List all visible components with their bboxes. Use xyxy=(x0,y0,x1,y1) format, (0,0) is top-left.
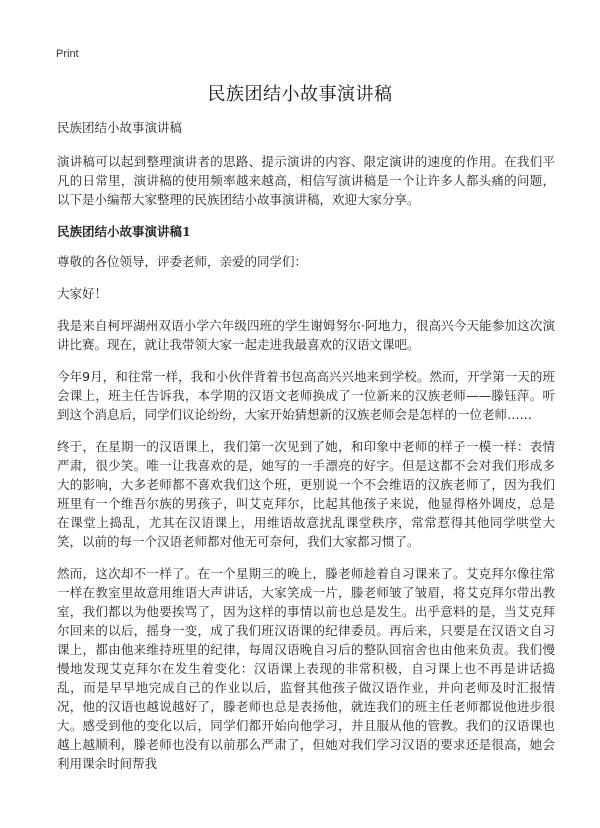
article-body xyxy=(57,118,555,786)
paragraph-self-intro: 我是来自柯坪湖州双语小学六年级四班的学生谢姆努尔·阿地力，很高兴今天能参加这次演讲比赛。现在，就让我带领大家一起走进我最喜欢的汉语文课吧。 xyxy=(57,318,555,352)
section-heading: 民族团结小故事演讲稿1 xyxy=(57,224,191,239)
paragraph-greeting: 尊敬的各位领导，评委老师，亲爱的同学们： xyxy=(57,254,308,269)
article-subtitle: 民族团结小故事演讲稿 xyxy=(57,120,183,135)
paragraph-change: 然而，这次却不一样了。在一个星期三的晚上，滕老师趁着自习课来了。艾克拜尔像往常一样在教室里故意用维语大声讲话，大家笑成一片，滕老师皱了皱眉，将艾克拜尔带出教室，我们都以为他要挨骂了，因为这样的事情以前也总是发生。出乎意料的是，当艾克拜尔回来的以后，摇身一变，成了我们班汉语课的纪律委员。再后来，只要是在汉语文自习课上，都由他来维持班里的纪律，每周汉语晚自习后的整队回宿舍也由他来负责。我们慢慢地发现艾克拜尔在发生着变化：汉语课上表现的非常积极，自习课上也不再是讲话捣乱，而是早早地完成自己的作业以后，监督其他孩子做汉语作业，并向老师及时汇报情况，他的汉语也越说越好了，滕老师也总是表扬他，就连我们的班主任老师都说他进步很大。感受到他的变化以后，同学们都开始向他学习，并且服从他的管教。我们的汉语课也越上越顺利，滕老师也没有以前那么严肃了，但她对我们学习汉语的要求还是很高，她会利用课余时间帮我 xyxy=(57,566,555,771)
paragraph-first-lesson: 终于，在星期一的汉语课上，我们第一次见到了她，和印象中老师的样子一模一样：表情严肃，很少笑。唯一让我喜欢的是，她写的一手漂亮的好字。但是这都不会对我们形成多大的影响，大多老师都不喜欢我们这个班，更别说一个不会维语的汉族老师了，因为我们班里有一个维吾尔族的男孩子，叫艾克拜尔，比起其他孩子来说，他显得格外调皮，总是在课堂上捣乱，尤其在汉语课上，用维语故意扰乱课堂秩序，常常惹得其他同学哄堂大笑，以前的每一个汉语老师都对他无可奈何，我们大家都习惯了。 xyxy=(57,439,555,549)
paragraph-new-teacher: 今年9月，和往常一样，我和小伙伴背着书包高高兴兴地来到学校。然而，开学第一天的班会课上，班主任告诉我，本学期的汉语文老师换成了一位新来的汉族老师——滕钰萍。听到这个消息后，同学们议论纷纷，大家开始猜想新的汉族老师会是怎样的一位老师…… xyxy=(57,369,555,422)
intro-paragraph: 演讲稿可以起到整理演讲者的思路、提示演讲的内容、限定演讲的速度的作用。在我们平凡的日常里，演讲稿的使用频率越来越高，相信写演讲稿是一个让许多人都头痛的问题，以下是小编帮大家整理的民族团结小故事演讲稿，欢迎大家分享。 xyxy=(57,154,555,207)
page-title: 民族团结小故事演讲稿 xyxy=(207,84,393,105)
paragraph-hello: 大家好！ xyxy=(57,286,108,301)
print-link[interactable]: Print xyxy=(56,48,79,60)
